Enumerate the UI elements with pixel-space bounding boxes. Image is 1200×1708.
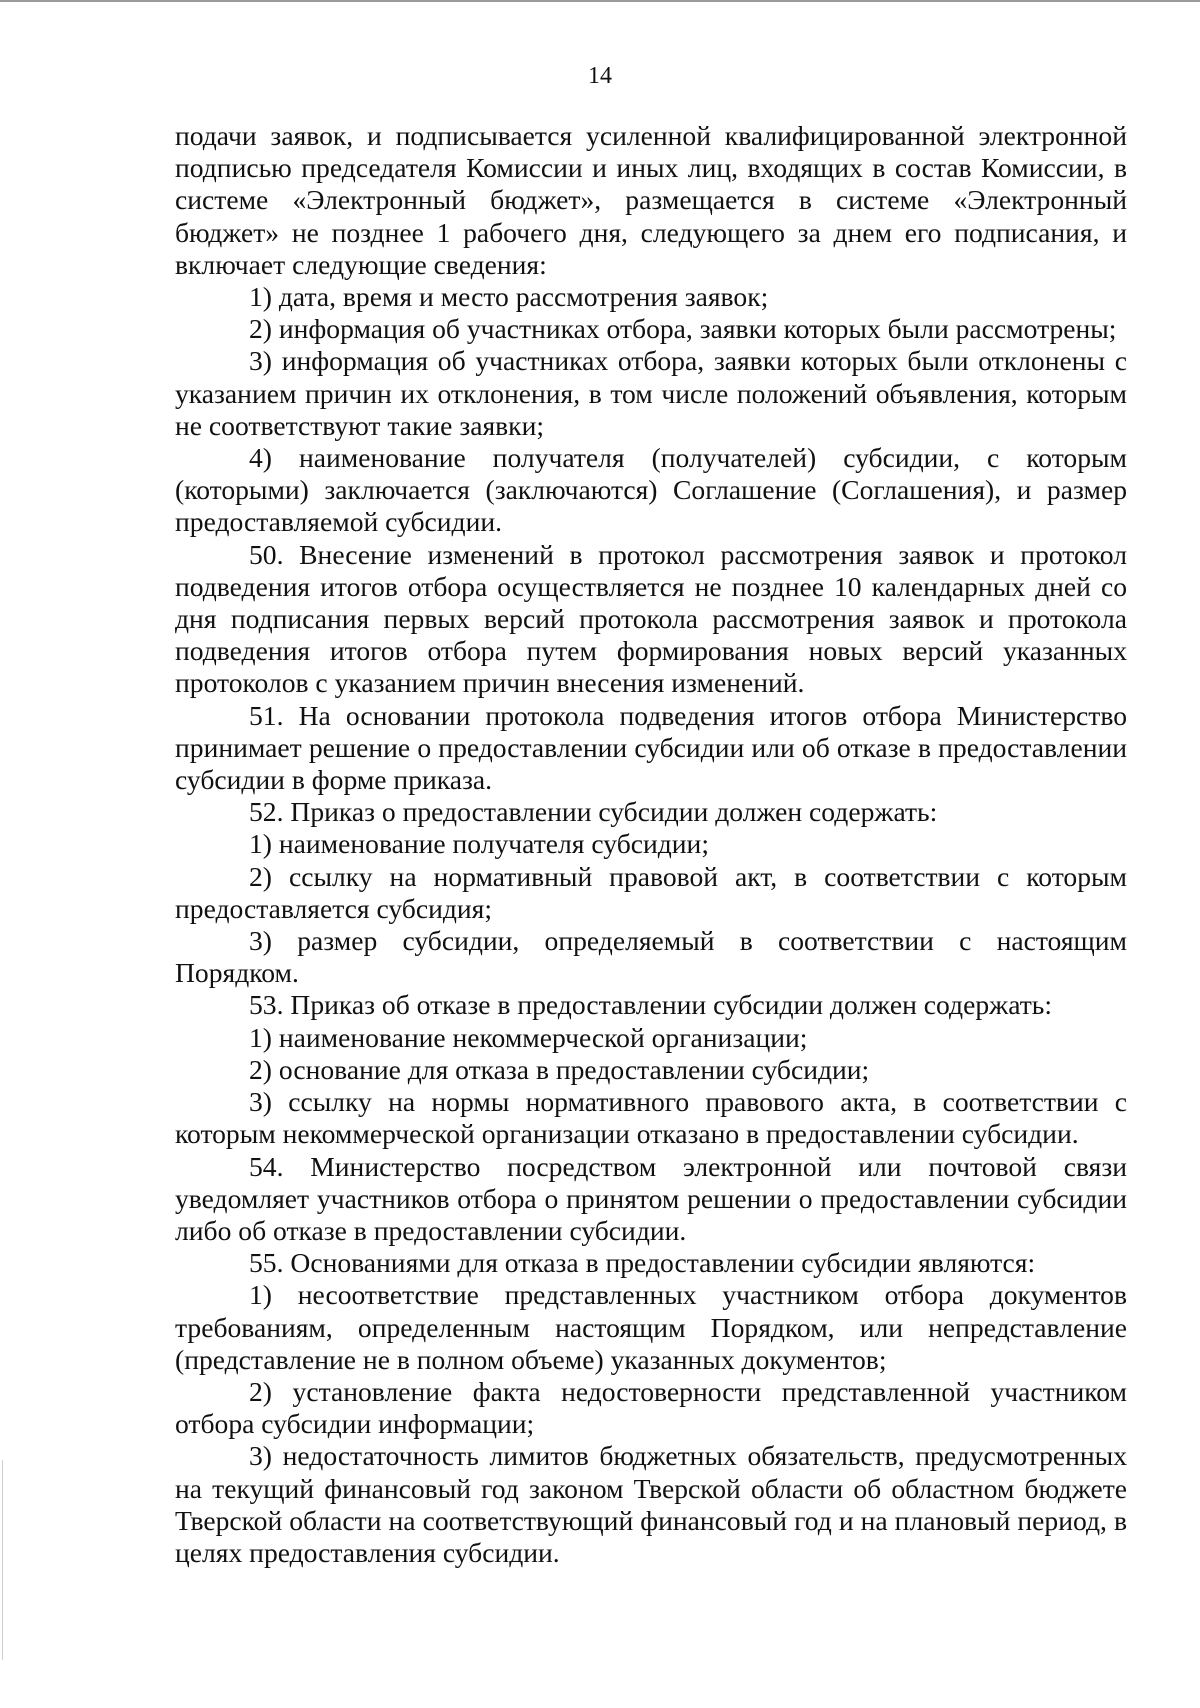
paragraph-intro: подачи заявок, и подписывается усиленной квалифицированной электронной подписью председателя Комиссии и иных лиц, входящих в состав Комиссии, в системе «Электронный бюджет», размещается в системе «Электронный бюджет» не позднее 1 рабочего дня, следующего за днем его подписания, и включает следующие сведения: [175, 120, 1127, 280]
paragraph-54: 54. Министерство посредством электронной или почтовой связи уведомляет участников отбора о принятом решении о предоставлении субсидии либо об отказе в предоставлении субсидии. [175, 1150, 1127, 1246]
list-item-49-2: 2) информация об участниках отбора, заявки которых были рассмотрены; [249, 313, 1117, 345]
page-number: 14 [588, 63, 612, 89]
list-item-53-3: 3) ссылку на нормы нормативного правового акта, в соответствии с которым некоммерческой организации отказано в предоставлении субсидии. [175, 1086, 1127, 1150]
list-item-55-2: 2) установление факта недостоверности представленной участником отбора субсидии информации; [175, 1375, 1127, 1440]
list-item-55-1: 1) несоответствие представленных участником отбора документов требованиям, определенным настоящим Порядком, или непредставление (представление не в полном объеме) указанных документов; [175, 1279, 1127, 1375]
list-item-49-1: 1) дата, время и место рассмотрения заявок; [249, 281, 769, 313]
list-item-53-1: 1) наименование некоммерческой организации; [249, 1021, 808, 1053]
list-item-53-2: 2) основание для отказа в предоставлении субсидии; [249, 1053, 870, 1085]
list-item-52-1: 1) наименование получателя субсидии; [249, 828, 709, 860]
scan-margin-line [2, 1460, 3, 1660]
list-item-52-2: 2) ссылку на нормативный правовой акт, в соответствии с которым предоставляется субсидия; [175, 860, 1127, 924]
list-item-52-3: 3) размер субсидии, определяемый в соответствии с настоящим Порядком. [175, 925, 1127, 989]
list-item-49-3: 3) информация об участниках отбора, заявки которых были отклонены с указанием причин их отклонения, в том числе положений объявления, которым не соответствуют такие заявки; [175, 345, 1127, 441]
document-text [175, 120, 1127, 1569]
paragraph-50: 50. Внесение изменений в протокол рассмотрения заявок и протокол подведения итогов отбора осуществляется не позднее 10 календарных дней со дня подписания первых версий протокола рассмотрения заявок и протокола подведения итогов отбора путем формирования новых версий указанных протоколов с указанием причин внесения изменений. [175, 538, 1127, 699]
list-item-55-3: 3) недостаточность лимитов бюджетных обязательств, предусмотренных на текущий финансовый год законом Тверской области об областном бюджете Тверской области на соответствующий финансовый год и на плановый период, в целях предоставления субсидии. [175, 1440, 1127, 1568]
paragraph-53: 53. Приказ об отказе в предоставлении субсидии должен содержать: [249, 989, 1053, 1021]
paragraph-51: 51. На основании протокола подведения итогов отбора Министерство принимает решение о предоставлении субсидии или об отказе в предоставлении субсидии в форме приказа. [175, 699, 1127, 796]
list-item-49-4: 4) наименование получателя (получателей) субсидии, с которым (которыми) заключается (заключаются) Соглашение (Соглашения), и размер предоставляемой субсидии. [175, 442, 1127, 538]
scan-edge-line [0, 0, 1200, 2]
paragraph-55: 55. Основаниями для отказа в предоставлении субсидии являются: [249, 1247, 1036, 1279]
paragraph-52: 52. Приказ о предоставлении субсидии должен содержать: [249, 796, 938, 828]
